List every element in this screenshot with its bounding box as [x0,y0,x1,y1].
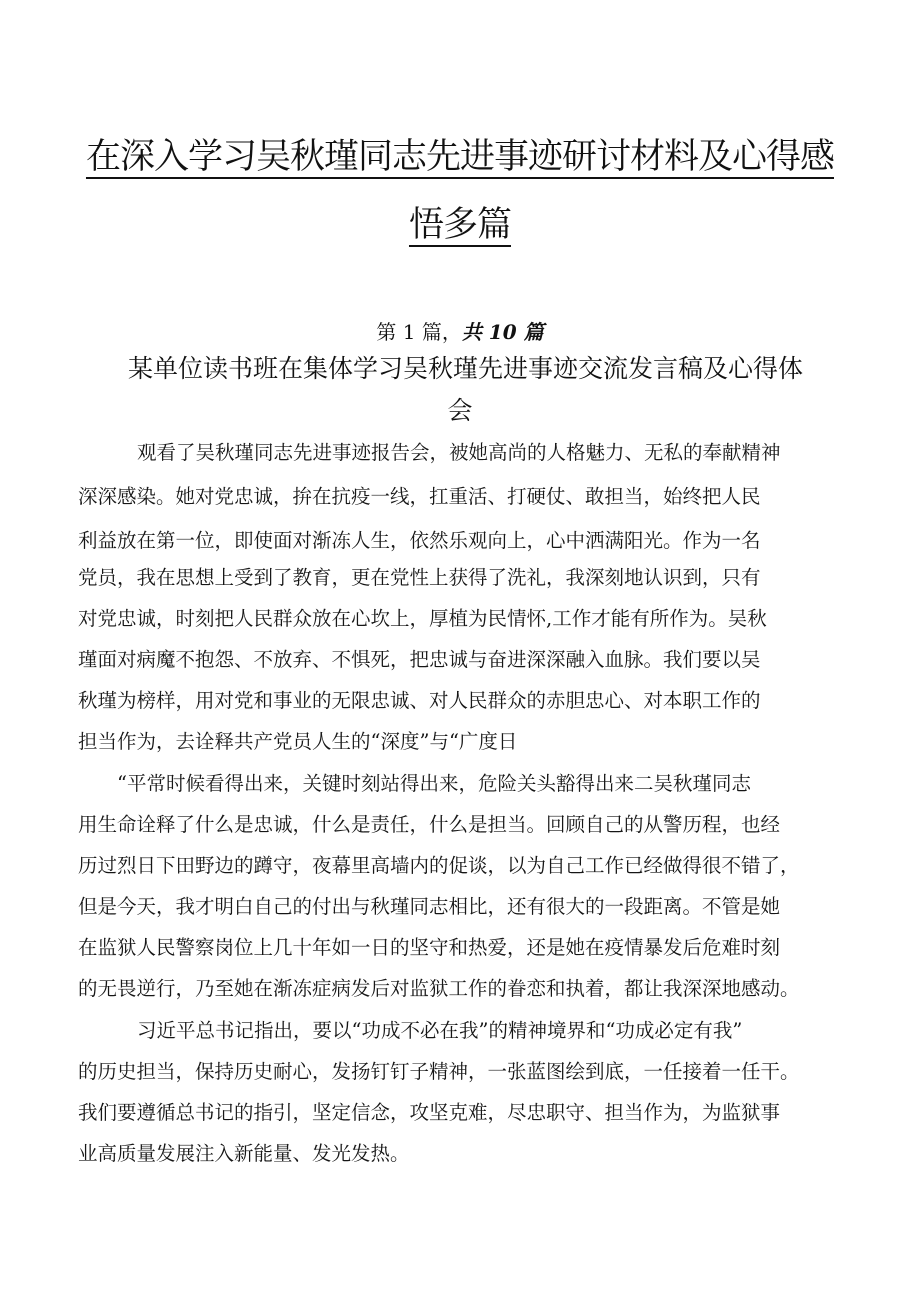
document-title-text-1: 在深入学习吴秋瑾同志先进事迹研讨材料及心得感 [85,137,834,177]
body-text-line: 担当作为，去诠释共产党员人生的“深度”与“广度日 [78,730,518,753]
body-text-line: 但是今天，我才明白自己的付出与秋瑾同志相比，还有很大的一段距离。不管是她 [78,895,781,918]
article-counter-total: 共 10 篇 [461,320,544,344]
body-text-line: 瑾面对病魔不抱怨、不放弃、不惧死，把忠诚与奋进深深融入血脉。我们要以吴 [78,648,761,671]
body-text-line: 我们要遵循总书记的指引，坚定信念，攻坚克难，尽忠职守、担当作为，为监狱事 [78,1101,781,1124]
body-text-line: 观看了吴秋瑾同志先进事迹报告会，被她高尚的人格魅力、无私的奉献精神 [137,441,781,464]
body-text-line: 用生命诠释了什么是忠诚，什么是责任，什么是担当。回顾自己的从警历程，也经 [78,813,781,836]
body-text-line: 历过烈日下田野边的蹲守，夜幕里高墙内的促谈，以为自己工作已经做得很不错了， [78,854,800,877]
document-title-line-1 [0,137,920,177]
document-title-text-2: 悟多篇 [408,205,511,245]
body-text-line: 深深感染。她对党忠诚，拚在抗疫一线，扛重活、打硬仗、敢担当，始终把人民 [78,485,761,508]
document-title-line-2 [0,205,920,245]
section-heading-line-1: 某单位读书班在集体学习吴秋瑾先进事迹交流发言稿及心得体 [128,354,804,383]
body-text-line: “平常时候看得出来，关键时刻站得出来，危险关头豁得出来二吴秋瑾同志 [117,772,751,795]
body-text-line: 秋瑾为榜样，用对党和事业的无限忠诚、对人民群众的赤胆忠心、对本职工作的 [78,689,761,712]
body-text-line: 在监狱人民警察岗位上几十年如一日的坚守和热爱，还是她在疫情暴发后危难时刻 [78,936,781,959]
body-text-line: 利益放在第一位，即使面对渐冻人生，依然乐观向上，心中洒满阳光。作为一名 [78,529,761,552]
section-heading-line-2: 会 [447,396,473,425]
article-counter [0,316,920,345]
body-text-line: 的历史担当，保持历史耐心，发扬钉钉子精神，一张蓝图绘到底，一任接着一任干。 [78,1060,800,1083]
body-text-line: 的无畏逆行，乃至她在渐冻症病发后对监狱工作的眷恋和执着，都让我深深地感动。 [78,977,800,1000]
article-counter-prefix: 第 1 篇， [376,320,462,344]
body-text-line: 习近平总书记指出，要以“功成不必在我”的精神境界和“功成必定有我” [137,1019,743,1042]
body-text-line: 业高质量发展注入新能量、发光发热。 [78,1142,410,1165]
body-text-line: 对党忠诚，时刻把人民群众放在心坎上，厚植为民情怀,工作才能有所作为。吴秋 [78,607,767,630]
body-text-line: 党员，我在思想上受到了教育，更在党性上获得了洗礼，我深刻地认识到，只有 [78,566,761,589]
